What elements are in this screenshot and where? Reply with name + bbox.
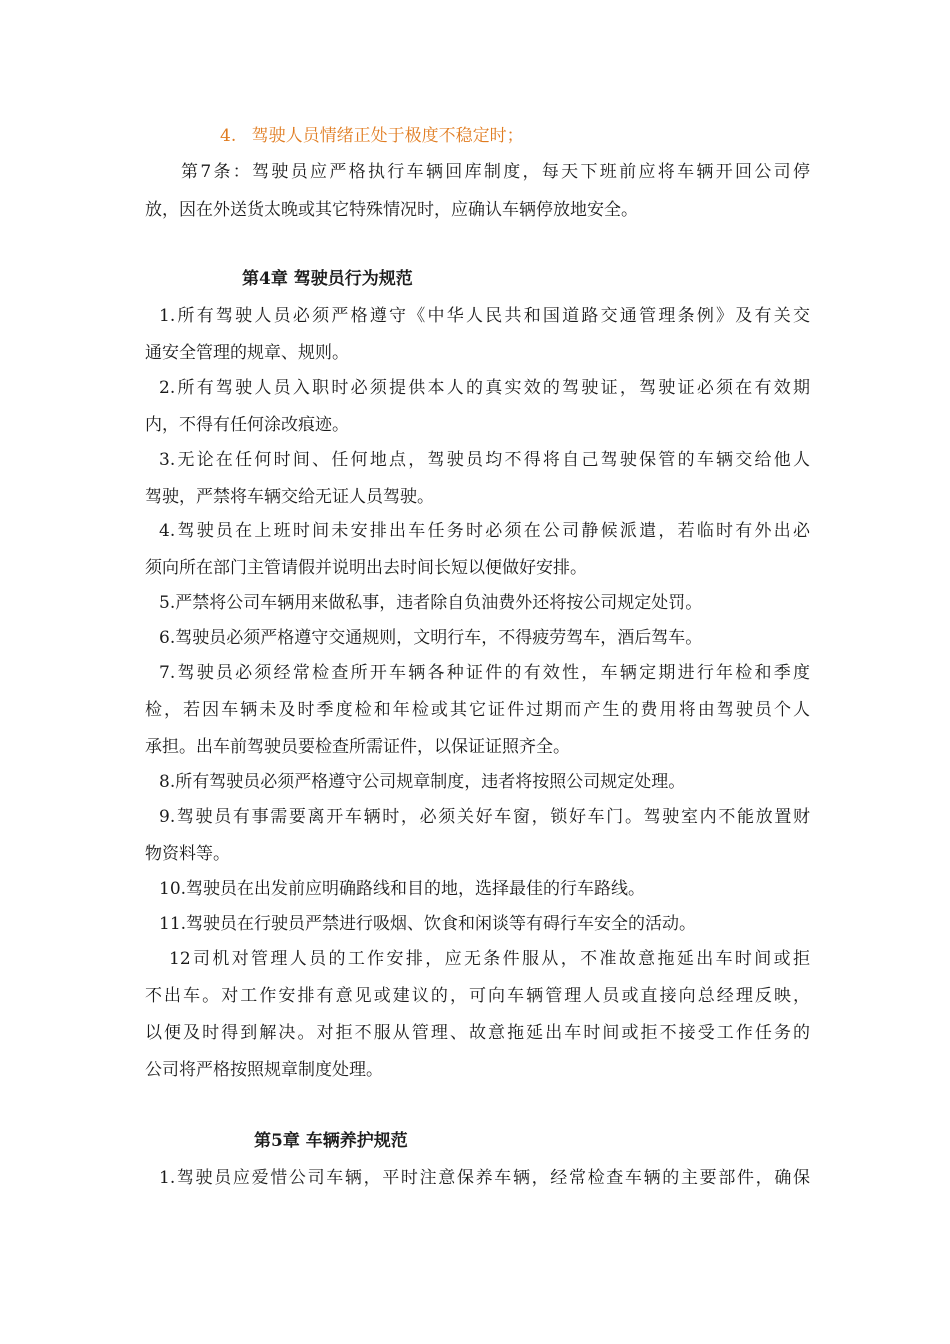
- ch4-item-1-line-2: 通安全管理的规章、规则。: [145, 343, 349, 363]
- ch4-item-8: 8.所有驾驶员必须严格遵守公司规章制度，违者将按照公司规定处理。: [159, 772, 686, 792]
- ch4-item-2-line-1: 2.所有驾驶人员入职时必须提供本人的真实效的驾驶证，驾驶证必须在有效期: [159, 378, 810, 398]
- ch4-item-12-line-3: 以便及时得到解决。对拒不服从管理、故意拖延出车时间或拒不接受工作任务的: [145, 1023, 810, 1043]
- ch4-item-3-line-1: 3.无论在任何时间、任何地点，驾驶员均不得将自己驾驶保管的车辆交给他人: [159, 450, 810, 470]
- list-item-4-number: 4.: [220, 126, 237, 146]
- ch4-item-10: 10.驾驶员在出发前应明确路线和目的地，选择最佳的行车路线。: [159, 879, 646, 899]
- article-7-line-1: 第7条：驾驶员应严格执行车辆回库制度，每天下班前应将车辆开回公司停: [181, 162, 810, 182]
- list-item-4: [220, 125, 620, 147]
- ch4-item-7-line-1: 7.驾驶员必须经常检查所开车辆各种证件的有效性，车辆定期进行年检和季度: [159, 663, 810, 683]
- ch4-item-3-line-2: 驾驶，严禁将车辆交给无证人员驾驶。: [145, 487, 434, 507]
- ch4-item-6: 6.驾驶员必须严格遵守交通规则，文明行车，不得疲劳驾车，酒后驾车。: [159, 628, 703, 648]
- ch4-item-4-line-1: 4.驾驶员在上班时间未安排出车任务时必须在公司静候派遣，若临时有外出必: [159, 521, 810, 541]
- chapter-4-title: 第4章 驾驶员行为规范: [242, 269, 413, 289]
- article-7-line-2: 放，因在外送货太晚或其它特殊情况时，应确认车辆停放地安全。: [145, 200, 638, 220]
- ch4-item-7-line-2: 检，若因车辆未及时季度检和年检或其它证件过期而产生的费用将由驾驶员个人: [145, 700, 810, 720]
- chapter-5-title: 第5章 车辆养护规范: [254, 1131, 408, 1151]
- ch4-item-7-line-3: 承担。出车前驾驶员要检查所需证件，以保证证照齐全。: [145, 737, 570, 757]
- ch4-item-12-line-2: 不出车。对工作安排有意见或建议的，可向车辆管理人员或直接向总经理反映，: [145, 986, 810, 1006]
- ch4-item-9-line-1: 9.驾驶员有事需要离开车辆时，必须关好车窗，锁好车门。驾驶室内不能放置财: [159, 807, 810, 827]
- ch4-item-9-line-2: 物资料等。: [145, 844, 230, 864]
- ch4-item-5: 5.严禁将公司车辆用来做私事，违者除自负油费外还将按公司规定处罚。: [159, 593, 703, 613]
- ch4-item-2-line-2: 内，不得有任何涂改痕迹。: [145, 415, 349, 435]
- ch4-item-1-line-1: 1.所有驾驶人员必须严格遵守《中华人民共和国道路交通管理条例》及有关交: [159, 306, 810, 326]
- ch4-item-12-line-1: 12司机对管理人员的工作安排，应无条件服从，不准故意拖延出车时间或拒: [169, 949, 810, 969]
- list-item-4-text: 驾驶人员情绪正处于极度不稳定时；: [251, 126, 524, 146]
- ch4-item-12-line-4: 公司将严格按照规章制度处理。: [145, 1060, 383, 1080]
- ch4-item-4-line-2: 须向所在部门主管请假并说明出去时间长短以便做好安排。: [145, 558, 587, 578]
- ch4-item-11: 11.驾驶员在行驶员严禁进行吸烟、饮食和闲谈等有碍行车安全的活动。: [159, 914, 697, 934]
- ch5-item-1-line-1: 1.驾驶员应爱惜公司车辆，平时注意保养车辆，经常检查车辆的主要部件，确保: [159, 1168, 810, 1188]
